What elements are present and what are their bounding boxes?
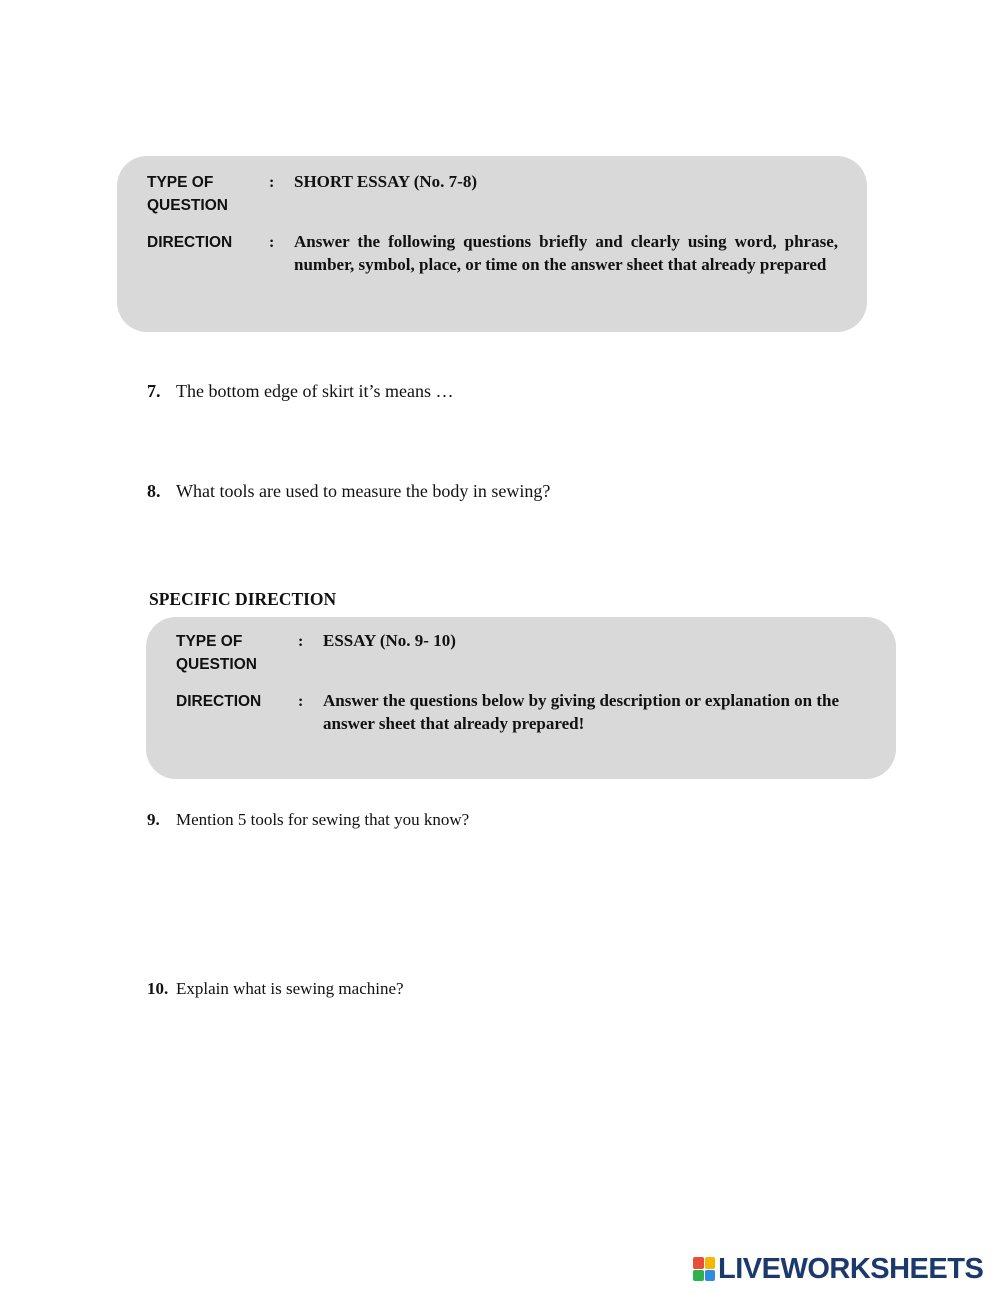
colon: : bbox=[269, 234, 275, 251]
question-number: 10. bbox=[147, 979, 169, 998]
type-of-question-value: ESSAY (No. 9- 10) bbox=[323, 631, 456, 650]
liveworksheets-logo[interactable] bbox=[693, 1254, 983, 1284]
question-text: The bottom edge of skirt it’s means … bbox=[176, 381, 454, 401]
question-number: 9. bbox=[147, 810, 160, 829]
colon: : bbox=[298, 693, 304, 710]
direction-value: Answer the following questions briefly and clearly using word, phrase, number, symbol, place, or time on the answer sheet that already prepared bbox=[294, 232, 838, 274]
type-of-question-label: TYPE OF QUESTION bbox=[147, 174, 228, 214]
question-8 bbox=[147, 479, 550, 503]
question-10 bbox=[147, 977, 404, 1001]
logo-mark-icon bbox=[693, 1257, 715, 1281]
question-text: Explain what is sewing machine? bbox=[176, 979, 404, 998]
colon: : bbox=[269, 174, 275, 191]
direction-label: DIRECTION bbox=[176, 693, 262, 710]
question-9 bbox=[147, 808, 469, 832]
question-number: 7. bbox=[147, 381, 161, 401]
question-text: What tools are used to measure the body in sewing? bbox=[176, 481, 551, 501]
direction-value: Answer the questions below by giving description or explanation on the answer sheet that already prepared! bbox=[323, 691, 840, 733]
logo-text: LIVEWORKSHEETS bbox=[718, 1252, 984, 1285]
question-7 bbox=[147, 379, 453, 403]
question-number: 8. bbox=[147, 481, 161, 501]
question-text: Mention 5 tools for sewing that you know? bbox=[176, 810, 470, 829]
direction-label: DIRECTION bbox=[147, 234, 233, 251]
instruction-box-short-essay bbox=[117, 156, 867, 332]
colon: : bbox=[298, 633, 304, 650]
section-heading: SPECIFIC DIRECTION bbox=[149, 589, 337, 609]
instruction-box-essay bbox=[146, 617, 896, 779]
type-of-question-value: SHORT ESSAY (No. 7-8) bbox=[294, 172, 477, 191]
type-of-question-label: TYPE OF QUESTION bbox=[176, 633, 257, 673]
